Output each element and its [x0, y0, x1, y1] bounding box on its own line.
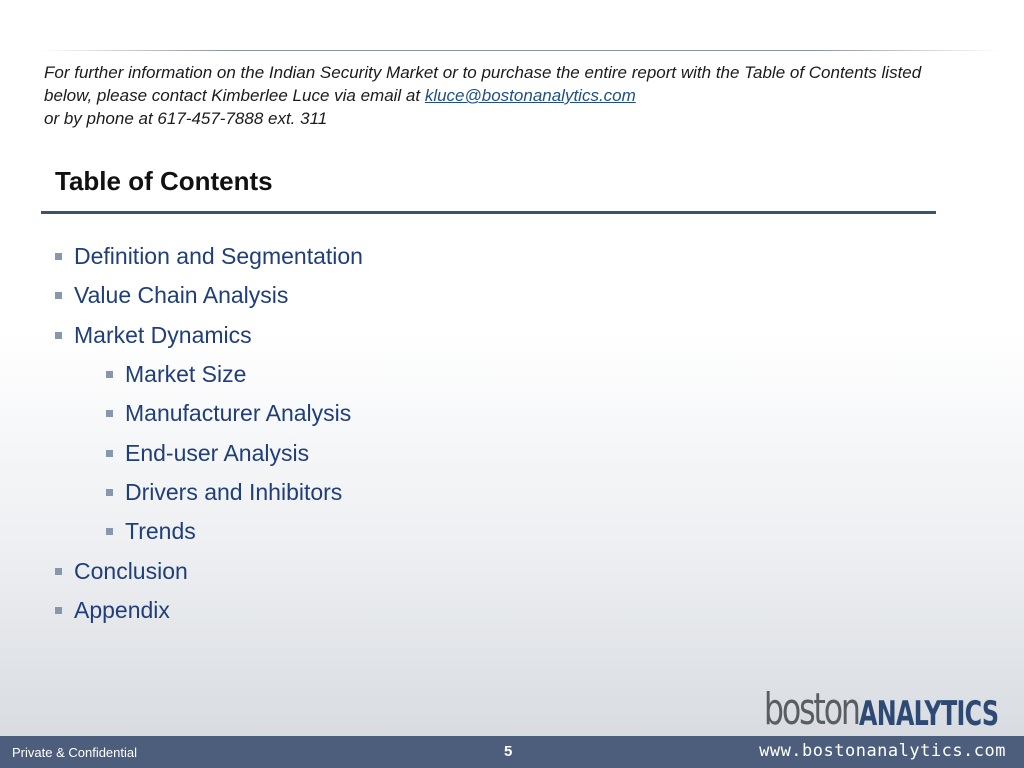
bullet-icon: [106, 410, 113, 417]
website-label: www.bostonanalytics.com: [759, 741, 1006, 761]
toc-list: [0, 237, 363, 630]
toc-item-label: Manufacturer Analysis: [125, 400, 352, 427]
toc-item: [0, 591, 363, 630]
footer-bar: [0, 736, 1024, 768]
intro-paragraph: [44, 61, 924, 130]
toc-item: [0, 276, 363, 315]
toc-subitem: [0, 512, 363, 551]
bullet-icon: [55, 607, 62, 614]
bullet-icon: [55, 332, 62, 339]
toc-subitem: [0, 433, 363, 472]
logo-wordmark-analytics: ANALYTICS: [859, 694, 999, 734]
bullet-icon: [106, 371, 113, 378]
toc-subitem: [0, 355, 363, 394]
confidentiality-label: Private & Confidential: [12, 745, 138, 760]
toc-item: [0, 237, 363, 276]
toc-item-label: Definition and Segmentation: [74, 243, 363, 270]
toc-item-label: Trends: [125, 518, 196, 545]
page-number: 5: [504, 743, 513, 760]
toc-item-label: Appendix: [74, 596, 170, 623]
bullet-icon: [106, 528, 113, 535]
bullet-icon: [55, 568, 62, 575]
toc-item-label: Conclusion: [74, 557, 188, 584]
toc-item-label: Drivers and Inhibitors: [125, 478, 343, 505]
toc-subitem: [0, 473, 363, 512]
bullet-icon: [106, 450, 113, 457]
top-divider: [40, 50, 1000, 51]
title-divider: [41, 211, 936, 214]
toc-item-label: Market Size: [125, 361, 247, 388]
toc-item-label: Market Dynamics: [74, 321, 252, 348]
bullet-icon: [106, 489, 113, 496]
toc-item: [0, 551, 363, 590]
toc-item-label: Value Chain Analysis: [74, 282, 289, 309]
bullet-icon: [55, 253, 62, 260]
toc-item-label: End-user Analysis: [125, 439, 310, 466]
intro-text: For further information on the Indian Security Market or to purchase the entire report with the Table of Contents listed below, please contact Kimberlee Luce via email at: [44, 63, 922, 105]
logo-wordmark-boston: boston: [764, 684, 860, 735]
toc-item: [0, 316, 363, 355]
email-link[interactable]: kluce@bostonanalytics.com: [424, 86, 636, 105]
intro-phone-text: or by phone at 617-457-7888 ext. 311: [44, 109, 328, 128]
toc-subitem: [0, 394, 363, 433]
bullet-icon: [55, 292, 62, 299]
boston-analytics-logo: [727, 684, 1008, 735]
page-title: Table of Contents: [55, 166, 273, 196]
